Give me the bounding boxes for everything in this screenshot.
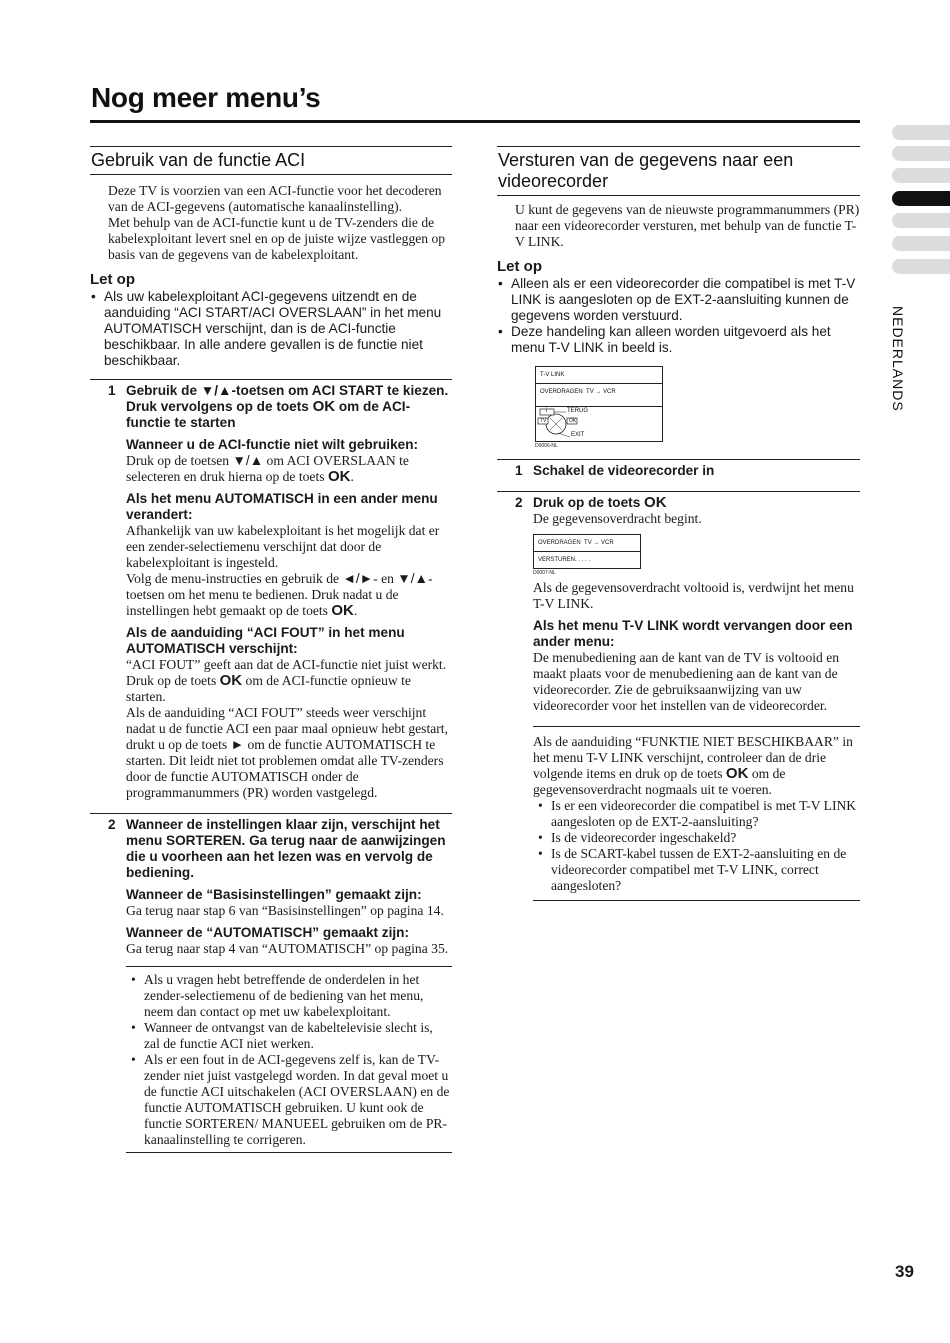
aci-fout-p1: “ACI FOUT” geeft aan dat de ACI-functie niet juist werkt. Druk op de toets OK om de ACI-functie opnieuw te starten. [126, 657, 447, 704]
section-heading-vcr: Versturen van de gegevens naar een videorecorder [497, 146, 860, 196]
aci-step-1 [90, 379, 452, 801]
chapter-tab-active [892, 191, 950, 206]
let-op-item: • Deze handeling kan alleen worden uitgevoerd als het menu T-V LINK in beeld is. [497, 324, 860, 356]
ok-key-icon: OK [644, 494, 667, 511]
tv-link-menu-figure [535, 366, 663, 449]
ok-key-icon: OK [312, 398, 336, 415]
check-item: • Is de SCART-kabel tussen de EXT-2-aansluiting en de videorecorder compatibel met T-V LINK, correct aangesloten? [533, 846, 860, 894]
title-rule [90, 120, 860, 123]
right-key-icon: ► [230, 737, 245, 752]
sub-heading-automatisch: Wanneer de “AUTOMATISCH” gemaakt zijn: [126, 925, 409, 940]
language-label: NEDERLANDS [890, 306, 906, 412]
note-item: • Wanneer de ontvangst van de kabeltelevisie slecht is, zal de functie ACI niet werken. [126, 1020, 452, 1052]
chapter-tab [892, 259, 950, 274]
transfer-menu [533, 534, 641, 569]
basic-settings-text: Ga terug naar stap 6 van “Basisinstellingen” op pagina 14. [126, 903, 444, 918]
transfer-done-text: Als de gegevensoverdracht voltooid is, verdwijnt het menu T-V LINK. [533, 580, 854, 611]
menu-replaced-text: De menubediening aan de kant van de TV is voltooid en maakt plaats voor de menubediening aan de kant van de videorecorder. Zie de gebruiksaanwijzing van uw videorecorder voor het instellen van de videorecorder. [533, 650, 840, 713]
left-column [90, 146, 452, 1153]
ok-key-icon: OK [725, 765, 749, 782]
arrow-right-icon: → [595, 389, 602, 395]
let-op-list [497, 276, 860, 356]
sub-heading-basic-settings: Wanneer de “Basisinstellingen” gemaakt zijn: [126, 887, 422, 902]
vcr-step-2 [497, 491, 860, 714]
step-number: 2 [515, 495, 523, 510]
sub-heading-menu-changes: Als het menu AUTOMATISCH in een ander menu verandert: [126, 491, 438, 522]
let-op-heading: Let op [497, 258, 542, 275]
down-up-keys-icon: ▼/▲ [232, 453, 264, 468]
osd-key-tv: TV [540, 418, 547, 424]
chapter-tab [892, 236, 950, 251]
step-number: 1 [108, 383, 116, 398]
chapter-tab [892, 125, 950, 140]
osd-sending-row: VERSTUREN. . . . . [538, 557, 591, 563]
chapter-tab [892, 146, 950, 161]
osd-title: T-V LINK [536, 367, 662, 384]
note-item: • Als u vragen hebt betreffende de onderdelen in het zender-selectiemenu of de bediening van het menu, neem dan contact op met uw kabelexploitant. [126, 972, 452, 1020]
let-op-list [90, 289, 452, 369]
vcr-note-intro: Als de aanduiding “FUNKTIE NIET BESCHIKBAAR” in het menu T-V LINK verschijnt, controleer dan de drie volgende items en druk op de toets OK om de gegevensoverdracht nogmaals uit te voeren. [533, 734, 853, 797]
vcr-step-2-heading: Druk op de toets OK [533, 494, 667, 511]
figure-code: D0007-NL [533, 570, 556, 576]
aci-intro [108, 183, 452, 263]
page-number: 39 [895, 1262, 914, 1281]
check-item: • Is de videorecorder ingeschakeld? [533, 830, 860, 846]
section-heading-aci: Gebruik van de functie ACI [90, 146, 452, 175]
aci-intro-p2: Met behulp van de ACI-functie kunt u de TV-zenders die de kabelexploitant levert snel en op de juiste wijze vastleggen op basis van de gegevens van de kabelexploitant. [108, 215, 446, 262]
tv-link-menu [535, 366, 663, 442]
remote-pad-icon [536, 407, 662, 441]
osd-keys [536, 407, 662, 441]
let-op-item: • Als uw kabelexploitant ACI-gegevens uitzendt en de aanduiding “ACI START/ACI OVERSLAAN” in het menu AUTOMATISCH verschijnt, dan is de ACI-functie beschikbaar. In alle andere gevallen is de functie niet beschikbaar. [90, 289, 452, 369]
down-up-keys-icon: ▼/▲ [200, 383, 232, 398]
menu-changes-p1: Afhankelijk van uw kabelexploitant is het mogelijk dat er een zender-selectiemenu verschijnt dat door de kabelexploitant is ingesteld. [126, 523, 440, 570]
chapter-tab [892, 168, 950, 183]
aci-fout-p2: Als de aanduiding “ACI FOUT” steeds weer verschijnt nadat u de functie ACI een paar maal opnieuw hebt gestart, drukt u op de toets ► om de functie AUTOMATISCH te starten. Dit leidt niet tot problemen omdat alle TV-zenders door de functie AUTOMATISCH onder de programmanummers (PR) worden vastgelegd. [126, 705, 448, 800]
automatisch-text: Ga terug naar stap 4 van “AUTOMATISCH” op pagina 35. [126, 941, 449, 956]
ok-key-icon: OK [219, 672, 243, 689]
aci-notes [126, 966, 452, 1153]
check-item: • Is er een videorecorder die compatibel is met T-V LINK aangesloten op de EXT-2-aansluiting? [533, 798, 860, 830]
step-2-heading: Wanneer de instellingen klaar zijn, verschijnt het menu SORTEREN. Ga terug naar de aanwijzingen die u voorheen aan het lezen was en vervolg de bediening. [126, 817, 446, 880]
right-column [497, 146, 860, 901]
sub-heading-menu-replaced: Als het menu T-V LINK wordt vervangen door een ander menu: [533, 618, 853, 649]
vcr-step-1 [497, 459, 860, 479]
down-up-keys-icon: ▼/▲ [397, 571, 428, 586]
page-title: Nog meer menu’s [91, 82, 321, 113]
step-number: 1 [515, 463, 523, 478]
sub-heading-skip-aci: Wanneer u de ACI-functie niet wilt gebruiken: [126, 437, 419, 452]
let-op-item: • Alleen als er een videorecorder die compatibel is met T-V LINK is aangesloten op de EXT-2-aansluiting kunnen de gegevens worden verstuurd. [497, 276, 860, 324]
figure-code: D0006-NL [535, 443, 558, 449]
aci-notes-list [126, 972, 452, 1148]
info-key-icon: i [546, 408, 548, 414]
menu-changes-p2: Volg de menu-instructies en gebruik de ◄/►- en ▼/▲-toetsen om het menu te bedienen. Druk nadat u de instellingen hebt gemaakt op de toets OK. [126, 571, 433, 619]
transfer-starts-text: De gegevensoverdracht begint. [533, 511, 702, 526]
aci-step-2 [90, 813, 452, 957]
vcr-intro [515, 202, 860, 250]
left-right-keys-icon: ◄/► [342, 571, 374, 586]
arrow-right-icon: → [593, 540, 600, 546]
note-item: • Als er een fout in de ACI-gegevens zelf is, kan de TV-zender niet juist vastgelegd worden. In dat geval moet u de functie ACI uitschakelen (ACI OVERSLAAN) en de functie AUTOMATISCH gebruiken. U kunt ook de functie SORTEREN/ MANUEEL gebruiken om de PR-kanaalinstelling te corrigeren. [126, 1052, 452, 1148]
osd-key-exit: EXIT [571, 432, 585, 438]
skip-aci-text: Druk op de toetsen ▼/▲ om ACI OVERSLAAN te selecteren en druk hierna op de toets OK. [126, 453, 409, 485]
ok-key-icon: OK [331, 602, 354, 619]
osd-transfer-row: OVERDRAGEN TV → VCR [534, 535, 640, 552]
step-1-heading: Gebruik de ▼/▲-toetsen om ACI START te kiezen. Druk vervolgens op de toets OK om de ACI-functie te starten [126, 383, 449, 430]
vcr-check-list [533, 798, 860, 894]
step-number: 2 [108, 817, 116, 832]
aci-intro-p1: Deze TV is voorzien van een ACI-functie voor het decoderen van de ACI-gegevens (automatische kanaalinstelling). [108, 183, 442, 214]
let-op-heading: Let op [90, 271, 135, 288]
vcr-notes [533, 726, 860, 901]
osd-transfer-row: OVERDRAGEN TV → VCR [536, 384, 662, 407]
sub-heading-aci-fout: Als de aanduiding “ACI FOUT” in het menu AUTOMATISCH verschijnt: [126, 625, 405, 656]
vcr-step-1-heading: Schakel de videorecorder in [533, 463, 715, 478]
osd-key-ok: OK [569, 418, 577, 424]
transfer-menu-figure [533, 534, 641, 576]
osd-key-back: TERUG [567, 408, 588, 414]
vcr-intro-p: U kunt de gegevens van de nieuwste programmanummers (PR) naar een videorecorder versturen, met behulp van de functie T-V LINK. [515, 202, 860, 249]
ok-key-icon: OK [327, 468, 351, 485]
chapter-tab [892, 213, 950, 228]
